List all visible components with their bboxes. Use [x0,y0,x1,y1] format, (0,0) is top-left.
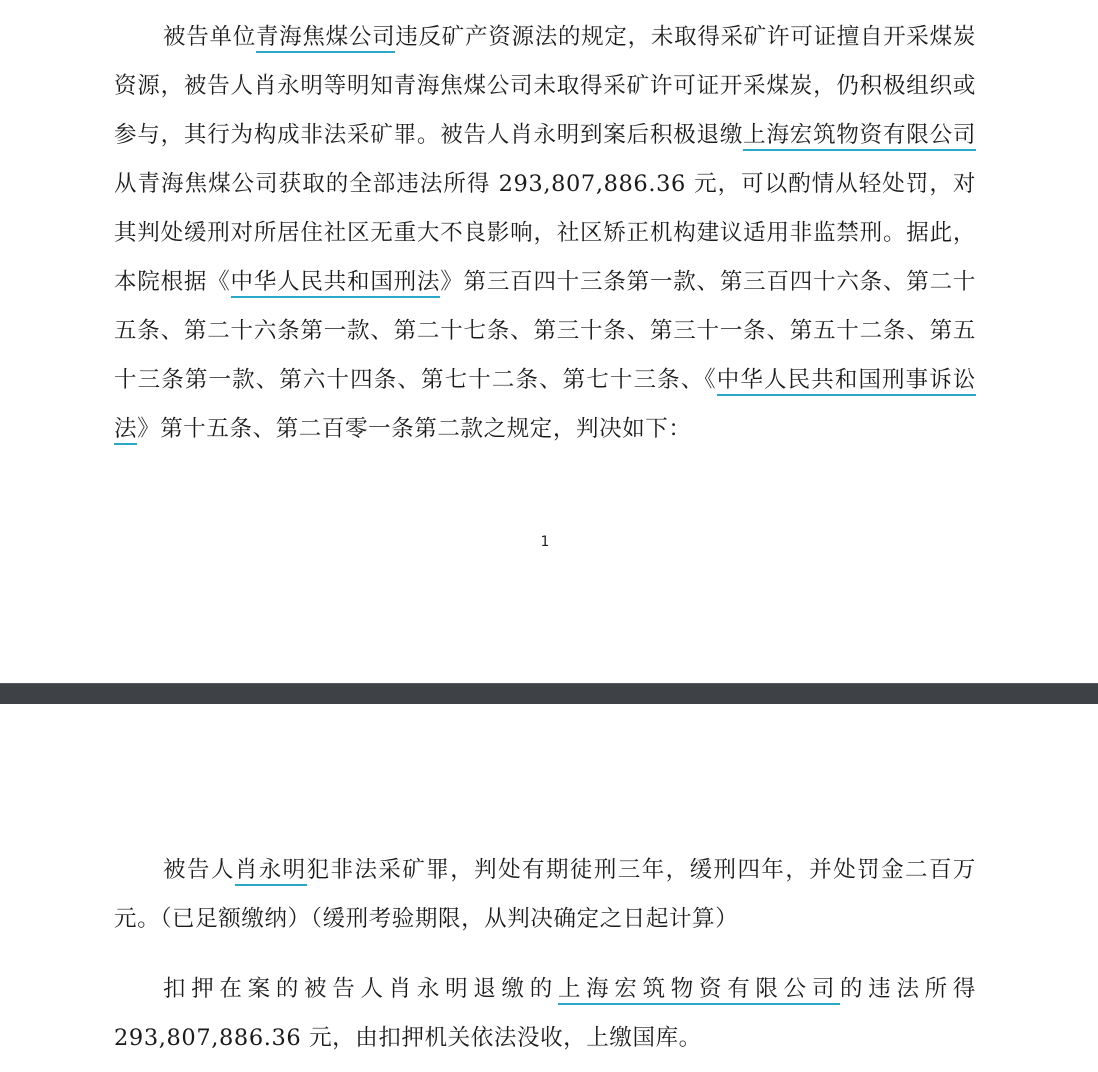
judgment-basis-paragraph [114,13,976,454]
paragraph-text: 扣押在案的被告人肖永明退缴的 [163,976,558,1002]
paragraph-text: 被告人 [163,857,235,883]
page-separator [0,683,1098,704]
confiscation-paragraph [114,965,976,1063]
paragraph-text: 犯非法采矿罪，判处有期徒刑三年，缓刑四年，并处罚金二百万元。（已足额缴纳）（缓刑考验期限，从判决确定之日起计算） [114,857,976,932]
paragraph-text: 的违法所得 293,807,886.36 元，由扣押机关依法没收，上缴国库。 [114,976,976,1051]
entity-link-criminal-procedure-law[interactable]: 中华人民共和国刑事诉讼法 [114,367,976,445]
page-number: 1 [540,534,550,550]
verdict-paragraph [114,846,976,944]
paragraph-text: 被告单位 [163,24,256,50]
paragraph-text: 违反矿产资源法的规定，未取得采矿许可证擅自开采煤炭资源，被告人肖永明等明知青海焦煤公司未取得采矿许可证开采煤炭，仍积极组织或参与，其行为构成非法采矿罪。被告人肖永明到案后积极退缴 [114,24,976,148]
paragraph-text: 》第十五条、第二百零一条第二款之规定，判决如下： [137,416,692,442]
entity-link-qinghai-coal-company[interactable]: 青海焦煤公司 [256,24,395,53]
document-page-2 [0,704,1098,1072]
entity-link-shanghai-hongzhu-company[interactable]: 上海宏筑物资有限公司 [558,976,840,1005]
paragraph-text: 从青海焦煤公司获取的全部违法所得 293,807,886.36 元，可以酌情从轻处罚，对其判处缓刑对所居住社区无重大不良影响，社区矫正机构建议适用非监禁刑。据此，本院根据《 [114,171,976,295]
entity-link-shanghai-hongzhu-company[interactable]: 上海宏筑物资有限公司 [743,122,976,151]
paragraph-text: 》第三百四十三条第一款、第三百四十六条、第二十五条、第二十六条第一款、第二十七条、第三十条、第三十一条、第五十二条、第五十三条第一款、第六十四条、第七十二条、第七十三条、《 [114,269,976,393]
entity-link-defendant-name[interactable]: 肖永明 [235,857,307,886]
entity-link-criminal-law[interactable]: 中华人民共和国刑法 [231,269,441,298]
